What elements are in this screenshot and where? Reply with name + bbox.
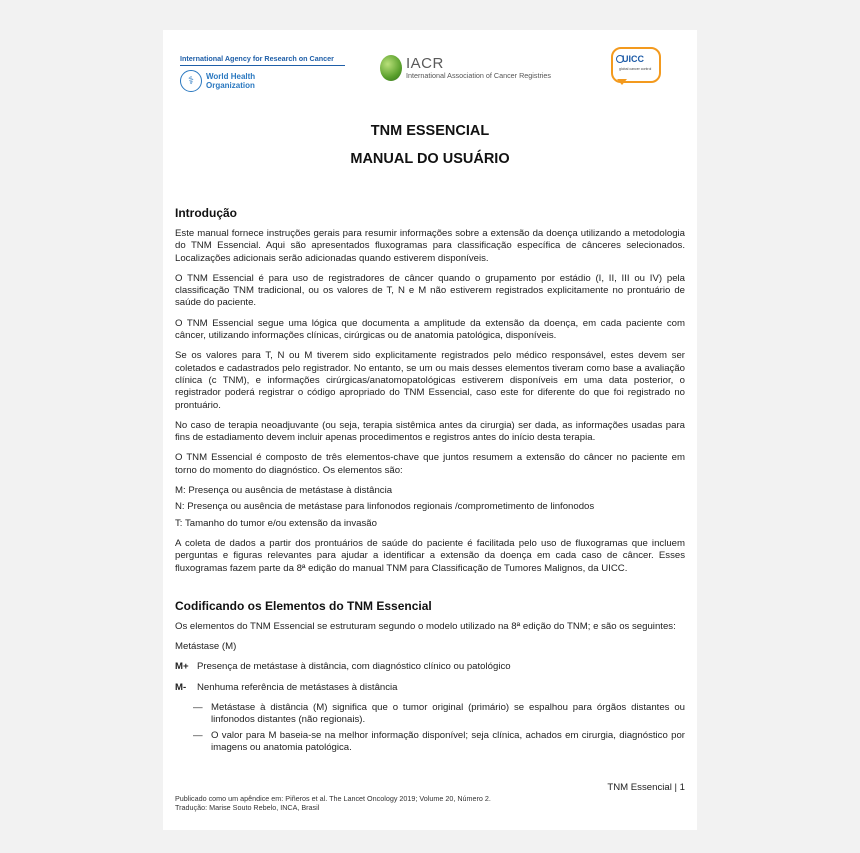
intro-paragraph: Se os valores para T, N ou M tiverem sido explicitamente registrados pelo médico responsável, estes devem ser coletados e cadastrados pelo registrador. No entanto, se um ou mais desses elementos tiveram como base a avaliação clínica (c TNM), e informações cirúrgicas/anatomopatológicas estiverem disponíveis em uma data posterior, o registrador poderá registrar o código apropriado do TNM Essencial, caso este for diferente do que foi registrado no prontuário. xyxy=(175,350,685,411)
element-item-n: N: Presença ou ausência de metástase para linfonodos regionais /comprometimento de linfonodos xyxy=(175,501,595,513)
logo-header xyxy=(175,40,685,107)
dash-bullet-icon: — xyxy=(193,702,203,714)
iarc-name: International Agency for Research on Cancer xyxy=(180,54,334,63)
definition-text: Presença de metástase à distância, com diagnóstico clínico ou patológico xyxy=(197,661,511,673)
intro-paragraph: O TNM Essencial é composto de três elementos-chave que juntos resumem a extensão do câncer no paciente em torno do momento do diagnóstico. Os elementos são: xyxy=(175,452,685,476)
globe-icon xyxy=(380,55,402,81)
speech-bubble-tail-icon xyxy=(617,79,627,85)
document-page xyxy=(163,30,697,830)
footer-citation: Publicado como um apêndice em: Piñeros et al. The Lancet Oncology 2019; Volume 20, Número 2. xyxy=(175,794,491,803)
element-item-m: M: Presença ou ausência de metástase à distância xyxy=(175,485,393,497)
document-title: TNM ESSENCIAL xyxy=(370,123,490,139)
definition-m-minus xyxy=(175,682,685,694)
uicc-tagline: global cancer control xyxy=(619,67,652,71)
iacr-logo xyxy=(380,55,551,81)
uicc-abbr: UICC xyxy=(622,54,644,64)
intro-closing-paragraph: A coleta de dados a partir dos prontuários de saúde do paciente é facilitada pelo uso de fluxogramas que incluem perguntas e figuras relevantes para ajudar a identificar a extensão da doença em cada caso de câncer. Esses fluxogramas fazem parte da 8ª edição do manual TNM para Classificação de Tumores Malignos, da UICC. xyxy=(175,537,685,574)
iacr-abbr: IACR xyxy=(406,55,444,72)
intro-paragraph: O TNM Essencial é para uso de registradores de câncer quando o grupamento por estádio (I, II, III ou IV) pela classificação TNM tradicional, ou os valores de T, N e M não estiverem registrados explicitamente no prontuário de saúde do paciente. xyxy=(175,272,685,309)
intro-paragraph: No caso de terapia neoadjuvante (ou seja, terapia sistêmica antes da cirurgia) ser dada, as informações usadas para fins de estadiamento devem incluir apenas procedimentos e registros antes do início desta terapia. xyxy=(175,419,685,444)
iarc-who-logo xyxy=(180,54,350,92)
code-m-minus: M- xyxy=(175,681,187,693)
divider xyxy=(180,65,345,66)
note-item xyxy=(193,702,685,727)
speech-bubble-icon xyxy=(611,47,661,83)
code-m-plus: M+ xyxy=(175,661,189,673)
coding-subheading: Metástase (M) xyxy=(175,641,237,653)
dash-bullet-icon: — xyxy=(193,729,203,741)
page-footer xyxy=(175,794,491,812)
who-name-line2: Organization xyxy=(206,81,255,90)
document-body xyxy=(175,206,685,757)
element-item-t: T: Tamanho do tumor e/ou extensão da invasão xyxy=(175,517,377,529)
note-text: O valor para M baseia-se na melhor informação disponível; seja clínica, achados em cirurgia, diagnóstico por imagens ou anatomia patológica. xyxy=(211,729,685,753)
section-heading-coding: Codificando os Elementos do TNM Essencial xyxy=(175,598,432,613)
intro-paragraph: Este manual fornece instruções gerais para resumir informações sobre a extensão da doença utilizando a metodologia do TNM Essencial. Aqui são apresentados fluxogramas para classificação específica de cânceres selecionados. Localizações adicionais serão adicionadas quando estiverem disponíveis. xyxy=(175,228,685,264)
note-text: Metástase à distância (M) significa que o tumor original (primário) se espalhou para órgãos distantes ou linfonodos distantes (não regionais). xyxy=(211,702,685,726)
definition-text: Nenhuma referência de metástases à distância xyxy=(197,681,398,693)
iacr-full-name: International Association of Cancer Registries xyxy=(406,71,552,80)
who-emblem-icon: ⚕ xyxy=(180,70,202,92)
document-subtitle: MANUAL DO USUÁRIO xyxy=(350,151,510,167)
who-logo xyxy=(180,70,350,92)
note-item xyxy=(193,730,685,755)
coding-lead-paragraph: Os elementos do TNM Essencial se estruturam segundo o modelo utilizado na 8ª edição do TNM; e são os seguintes: xyxy=(175,620,676,632)
page-number: TNM Essencial | 1 xyxy=(607,782,685,793)
section-heading-intro: Introdução xyxy=(175,206,237,220)
definition-m-plus xyxy=(175,661,685,673)
who-name-line1: World Health xyxy=(206,72,256,81)
uicc-logo xyxy=(611,47,663,89)
footer-translation: Tradução: Marise Souto Rebelo, INCA, Brasil xyxy=(175,803,320,812)
intro-paragraph: O TNM Essencial segue uma lógica que documenta a amplitude da extensão da doença, em cada paciente com câncer, utilizando informações clínicas, cirúrgicas ou de anatomia patológica, disponíveis. xyxy=(175,317,685,342)
